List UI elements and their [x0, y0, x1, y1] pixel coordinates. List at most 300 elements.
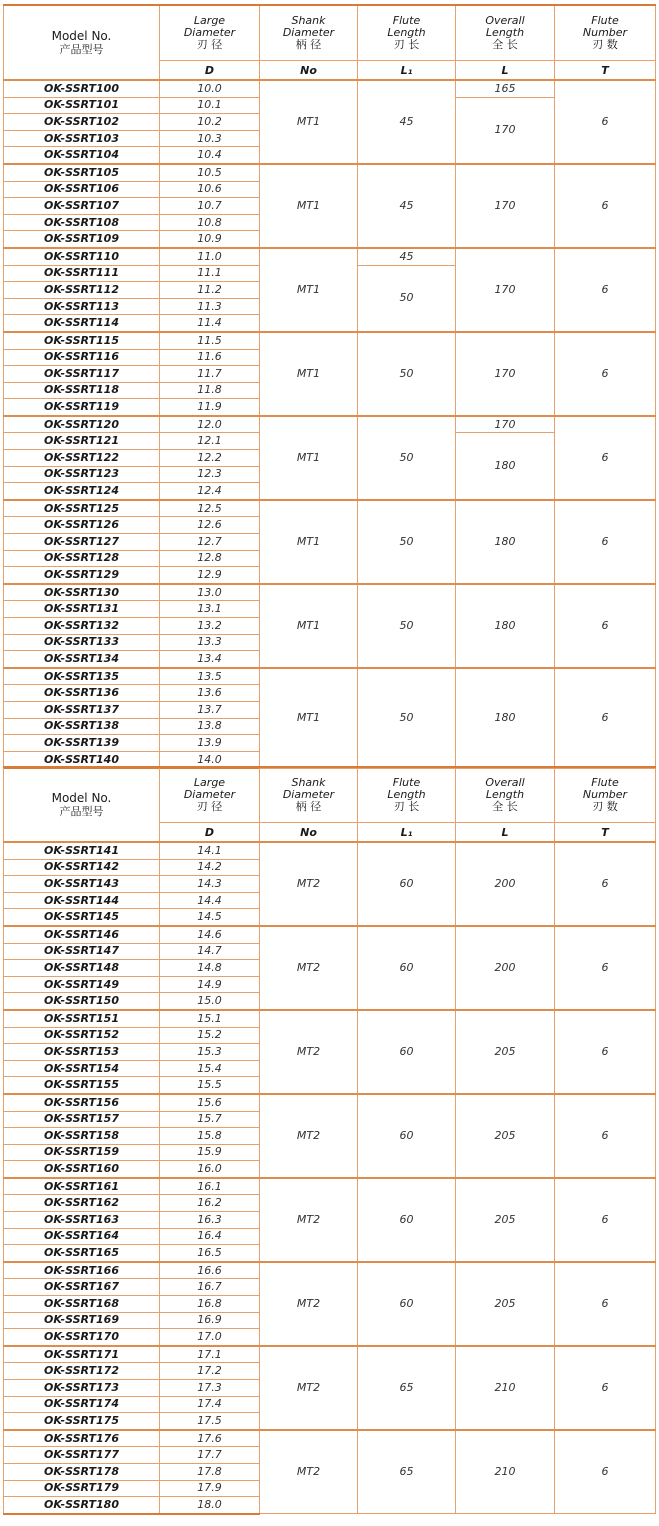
model-number-cell: OK-SSRT159: [4, 1144, 160, 1161]
large-diameter-cell: 13.5: [160, 668, 260, 685]
table-row: [4, 80, 656, 97]
flute-number-cell: 6: [555, 1094, 656, 1178]
model-number-cell: OK-SSRT162: [4, 1195, 160, 1212]
model-number-cell: OK-SSRT177: [4, 1447, 160, 1464]
header-shank-en1: Shank: [291, 776, 326, 789]
header-flute-length: [358, 5, 456, 61]
flute-number-cell: 6: [555, 926, 656, 1010]
model-number-cell: OK-SSRT148: [4, 960, 160, 977]
shank-diameter-cell: MT2: [260, 926, 358, 1010]
large-diameter-cell: 15.5: [160, 1077, 260, 1094]
header-overall-cn: 全 长: [492, 38, 518, 51]
large-diameter-cell: 14.2: [160, 859, 260, 876]
large-diameter-cell: 10.4: [160, 147, 260, 164]
header-flute-length-en1: Flute: [392, 14, 421, 27]
model-number-cell: OK-SSRT161: [4, 1178, 160, 1195]
header-large-diameter-en1: Large: [193, 776, 226, 789]
model-number-cell: OK-SSRT144: [4, 892, 160, 909]
header-model: [4, 767, 160, 842]
overall-length-cell: 170: [456, 248, 555, 332]
large-diameter-cell: 17.3: [160, 1380, 260, 1397]
header-shank-diameter: [260, 767, 358, 823]
table-row: [4, 842, 656, 859]
header-model: [4, 5, 160, 80]
header-overall-length: [456, 767, 555, 823]
large-diameter-cell: 11.7: [160, 366, 260, 383]
model-number-cell: OK-SSRT110: [4, 248, 160, 265]
header-flute-number-en2: Number: [582, 788, 628, 801]
overall-length-cell: 165: [456, 80, 555, 97]
shank-diameter-cell: MT1: [260, 164, 358, 248]
model-number-cell: OK-SSRT150: [4, 993, 160, 1010]
model-number-cell: OK-SSRT171: [4, 1346, 160, 1363]
large-diameter-cell: 15.8: [160, 1128, 260, 1145]
header-model-cn: 产品型号: [59, 804, 104, 818]
model-number-cell: OK-SSRT158: [4, 1128, 160, 1145]
large-diameter-cell: 14.5: [160, 909, 260, 926]
header-flute-number: [555, 767, 656, 823]
large-diameter-cell: 13.6: [160, 685, 260, 702]
model-number-cell: OK-SSRT121: [4, 433, 160, 450]
large-diameter-cell: 16.0: [160, 1161, 260, 1178]
model-number-cell: OK-SSRT173: [4, 1380, 160, 1397]
model-number-cell: OK-SSRT138: [4, 718, 160, 735]
overall-length-cell: 210: [456, 1346, 555, 1430]
model-number-cell: OK-SSRT115: [4, 332, 160, 349]
header-model-cn: 产品型号: [59, 42, 104, 56]
model-number-cell: OK-SSRT130: [4, 584, 160, 601]
model-number-cell: OK-SSRT133: [4, 634, 160, 651]
flute-length-cell: 60: [358, 842, 456, 926]
model-number-cell: OK-SSRT104: [4, 147, 160, 164]
header-large-diameter-en2: Diameter: [183, 788, 236, 801]
flute-length-cell: 60: [358, 1178, 456, 1262]
model-number-cell: OK-SSRT142: [4, 859, 160, 876]
large-diameter-cell: 12.0: [160, 416, 260, 433]
table-row: [4, 416, 656, 433]
large-diameter-cell: 11.6: [160, 349, 260, 366]
large-diameter-cell: 15.9: [160, 1144, 260, 1161]
header-flute-number-en1: Flute: [591, 14, 619, 27]
overall-length-cell: 210: [456, 1430, 555, 1514]
model-number-cell: OK-SSRT153: [4, 1044, 160, 1061]
flute-number-cell: 6: [555, 1010, 656, 1094]
model-number-cell: OK-SSRT119: [4, 399, 160, 416]
large-diameter-cell: 13.2: [160, 618, 260, 635]
table-row: [4, 248, 656, 265]
large-diameter-cell: 16.6: [160, 1262, 260, 1279]
header-overall-cn: 全 长: [492, 800, 518, 813]
model-number-cell: OK-SSRT137: [4, 701, 160, 718]
model-number-cell: OK-SSRT116: [4, 349, 160, 366]
model-number-cell: OK-SSRT120: [4, 416, 160, 433]
overall-length-cell: 170: [456, 164, 555, 248]
header-flute-length-en2: Length: [387, 26, 426, 39]
flute-length-cell: 60: [358, 1094, 456, 1178]
table-row: [4, 1010, 656, 1027]
flute-number-cell: 6: [555, 1262, 656, 1346]
large-diameter-cell: 16.4: [160, 1228, 260, 1245]
large-diameter-cell: 11.4: [160, 315, 260, 332]
shank-diameter-cell: MT1: [260, 248, 358, 332]
flute-number-cell: 6: [555, 416, 656, 500]
table-row: [4, 500, 656, 517]
model-number-cell: OK-SSRT100: [4, 80, 160, 97]
large-diameter-cell: 12.2: [160, 450, 260, 467]
large-diameter-cell: 12.4: [160, 483, 260, 500]
large-diameter-cell: 13.4: [160, 651, 260, 668]
flute-number-cell: 6: [555, 584, 656, 668]
model-number-cell: OK-SSRT149: [4, 976, 160, 993]
flute-number-cell: 6: [555, 668, 656, 769]
header-model-en: Model No.: [51, 790, 112, 805]
large-diameter-cell: 11.5: [160, 332, 260, 349]
large-diameter-cell: 17.8: [160, 1463, 260, 1480]
large-diameter-cell: 12.9: [160, 567, 260, 584]
model-number-cell: OK-SSRT129: [4, 567, 160, 584]
header-shank-cn: 柄 径: [295, 800, 322, 813]
flute-number-cell: 6: [555, 1178, 656, 1262]
large-diameter-cell: 10.5: [160, 164, 260, 181]
header-shank-diameter: [260, 5, 358, 61]
flute-length-cell: 50: [358, 416, 456, 500]
model-number-cell: OK-SSRT167: [4, 1279, 160, 1296]
model-number-cell: OK-SSRT157: [4, 1111, 160, 1128]
table-row: [4, 1178, 656, 1195]
model-number-cell: OK-SSRT136: [4, 685, 160, 702]
model-number-cell: OK-SSRT101: [4, 97, 160, 114]
header-large-diameter: [160, 767, 260, 823]
model-number-cell: OK-SSRT111: [4, 265, 160, 282]
table-row: [4, 1346, 656, 1363]
large-diameter-cell: 10.1: [160, 97, 260, 114]
model-number-cell: OK-SSRT154: [4, 1060, 160, 1077]
spec-table-2: [3, 766, 656, 1515]
large-diameter-cell: 17.9: [160, 1480, 260, 1497]
header-flute-number-en2: Number: [582, 26, 628, 39]
header-large-diameter: [160, 5, 260, 61]
model-number-cell: OK-SSRT105: [4, 164, 160, 181]
large-diameter-cell: 16.1: [160, 1178, 260, 1195]
large-diameter-cell: 17.6: [160, 1430, 260, 1447]
model-number-cell: OK-SSRT168: [4, 1296, 160, 1313]
flute-number-cell: 6: [555, 1430, 656, 1514]
model-number-cell: OK-SSRT103: [4, 130, 160, 147]
large-diameter-cell: 13.7: [160, 701, 260, 718]
model-number-cell: OK-SSRT180: [4, 1497, 160, 1514]
model-number-cell: OK-SSRT128: [4, 550, 160, 567]
header-overall-length: [456, 5, 555, 61]
shank-diameter-cell: MT2: [260, 1430, 358, 1514]
flute-length-cell: 50: [358, 332, 456, 416]
large-diameter-cell: 18.0: [160, 1497, 260, 1514]
symbol-t: T: [555, 61, 656, 81]
large-diameter-cell: 17.5: [160, 1413, 260, 1430]
large-diameter-cell: 12.8: [160, 550, 260, 567]
flute-length-cell: 60: [358, 1010, 456, 1094]
model-number-cell: OK-SSRT125: [4, 500, 160, 517]
large-diameter-cell: 13.1: [160, 601, 260, 618]
spec-table-1-body: [4, 80, 656, 768]
header-flute-number: [555, 5, 656, 61]
large-diameter-cell: 16.8: [160, 1296, 260, 1313]
table-row: [4, 1430, 656, 1447]
shank-diameter-cell: MT2: [260, 1010, 358, 1094]
large-diameter-cell: 13.9: [160, 735, 260, 752]
model-number-cell: OK-SSRT156: [4, 1094, 160, 1111]
large-diameter-cell: 15.4: [160, 1060, 260, 1077]
shank-diameter-cell: MT1: [260, 416, 358, 500]
flute-length-cell: 50: [358, 265, 456, 332]
large-diameter-cell: 16.2: [160, 1195, 260, 1212]
header-overall-en1: Overall: [485, 14, 525, 27]
model-number-cell: OK-SSRT113: [4, 298, 160, 315]
model-number-cell: OK-SSRT107: [4, 198, 160, 215]
model-number-cell: OK-SSRT163: [4, 1212, 160, 1229]
large-diameter-cell: 11.2: [160, 282, 260, 299]
flute-number-cell: 6: [555, 164, 656, 248]
model-number-cell: OK-SSRT169: [4, 1312, 160, 1329]
large-diameter-cell: 13.3: [160, 634, 260, 651]
shank-diameter-cell: MT2: [260, 842, 358, 926]
symbol-d: D: [160, 823, 260, 843]
model-number-cell: OK-SSRT127: [4, 534, 160, 551]
large-diameter-cell: 14.0: [160, 751, 260, 768]
large-diameter-cell: 11.8: [160, 382, 260, 399]
large-diameter-cell: 17.4: [160, 1396, 260, 1413]
model-number-cell: OK-SSRT179: [4, 1480, 160, 1497]
large-diameter-cell: 14.1: [160, 842, 260, 859]
model-number-cell: OK-SSRT160: [4, 1161, 160, 1178]
header-large-diameter-en1: Large: [193, 14, 226, 27]
large-diameter-cell: 15.1: [160, 1010, 260, 1027]
large-diameter-cell: 13.8: [160, 718, 260, 735]
large-diameter-cell: 14.3: [160, 876, 260, 893]
flute-length-cell: 45: [358, 248, 456, 265]
symbol-d: D: [160, 61, 260, 81]
large-diameter-cell: 14.6: [160, 926, 260, 943]
model-number-cell: OK-SSRT147: [4, 943, 160, 960]
large-diameter-cell: 10.3: [160, 130, 260, 147]
model-number-cell: OK-SSRT132: [4, 618, 160, 635]
large-diameter-cell: 10.6: [160, 181, 260, 198]
symbol-no: No: [260, 61, 358, 81]
model-number-cell: OK-SSRT118: [4, 382, 160, 399]
flute-number-cell: 6: [555, 80, 656, 164]
flute-length-cell: 50: [358, 584, 456, 668]
flute-number-cell: 6: [555, 842, 656, 926]
model-number-cell: OK-SSRT155: [4, 1077, 160, 1094]
large-diameter-cell: 16.3: [160, 1212, 260, 1229]
header-shank-en1: Shank: [291, 14, 326, 27]
large-diameter-cell: 11.3: [160, 298, 260, 315]
header-model-en: Model No.: [51, 28, 112, 43]
flute-length-cell: 50: [358, 668, 456, 769]
header-flute-number-cn: 刃 数: [592, 38, 618, 51]
header-overall-en2: Length: [485, 788, 525, 801]
large-diameter-cell: 17.1: [160, 1346, 260, 1363]
header-large-diameter-cn: 刃 径: [196, 800, 223, 813]
model-number-cell: OK-SSRT124: [4, 483, 160, 500]
model-number-cell: OK-SSRT170: [4, 1329, 160, 1346]
large-diameter-cell: 11.0: [160, 248, 260, 265]
table-row: [4, 584, 656, 601]
large-diameter-cell: 16.9: [160, 1312, 260, 1329]
large-diameter-cell: 17.0: [160, 1329, 260, 1346]
large-diameter-cell: 15.0: [160, 993, 260, 1010]
header-flute-length: [358, 767, 456, 823]
spec-table-2-body: [4, 842, 656, 1514]
overall-length-cell: 205: [456, 1094, 555, 1178]
flute-number-cell: 6: [555, 1346, 656, 1430]
symbol-t: T: [555, 823, 656, 843]
overall-length-cell: 200: [456, 842, 555, 926]
shank-diameter-cell: MT2: [260, 1094, 358, 1178]
model-number-cell: OK-SSRT122: [4, 450, 160, 467]
flute-length-cell: 60: [358, 1262, 456, 1346]
model-number-cell: OK-SSRT146: [4, 926, 160, 943]
large-diameter-cell: 10.2: [160, 114, 260, 131]
symbol-l: L: [456, 61, 555, 81]
table-row: [4, 1094, 656, 1111]
model-number-cell: OK-SSRT176: [4, 1430, 160, 1447]
model-number-cell: OK-SSRT108: [4, 214, 160, 231]
large-diameter-cell: 13.0: [160, 584, 260, 601]
large-diameter-cell: 12.5: [160, 500, 260, 517]
model-number-cell: OK-SSRT165: [4, 1245, 160, 1262]
large-diameter-cell: 15.3: [160, 1044, 260, 1061]
overall-length-cell: 200: [456, 926, 555, 1010]
header-shank-en2: Diameter: [282, 26, 335, 39]
model-number-cell: OK-SSRT141: [4, 842, 160, 859]
large-diameter-cell: 14.7: [160, 943, 260, 960]
shank-diameter-cell: MT1: [260, 584, 358, 668]
table-row: [4, 668, 656, 685]
spec-table-1: [3, 4, 656, 769]
header-flute-length-cn: 刃 长: [393, 800, 420, 813]
model-number-cell: OK-SSRT123: [4, 466, 160, 483]
table-row: [4, 926, 656, 943]
large-diameter-cell: 14.8: [160, 960, 260, 977]
header-flute-number-cn: 刃 数: [592, 800, 618, 813]
header-overall-en2: Length: [485, 26, 525, 39]
model-number-cell: OK-SSRT151: [4, 1010, 160, 1027]
model-number-cell: OK-SSRT174: [4, 1396, 160, 1413]
flute-number-cell: 6: [555, 248, 656, 332]
model-number-cell: OK-SSRT135: [4, 668, 160, 685]
symbol-l1: L₁: [358, 823, 456, 843]
large-diameter-cell: 10.7: [160, 198, 260, 215]
model-number-cell: OK-SSRT178: [4, 1463, 160, 1480]
large-diameter-cell: 14.4: [160, 892, 260, 909]
overall-length-cell: 205: [456, 1010, 555, 1094]
shank-diameter-cell: MT2: [260, 1178, 358, 1262]
large-diameter-cell: 15.2: [160, 1027, 260, 1044]
large-diameter-cell: 16.7: [160, 1279, 260, 1296]
table-row: [4, 164, 656, 181]
overall-length-cell: 170: [456, 97, 555, 164]
symbol-no: No: [260, 823, 358, 843]
flute-length-cell: 65: [358, 1430, 456, 1514]
table-row: [4, 1262, 656, 1279]
model-number-cell: OK-SSRT109: [4, 231, 160, 248]
model-number-cell: OK-SSRT117: [4, 366, 160, 383]
model-number-cell: OK-SSRT140: [4, 751, 160, 768]
header-shank-en2: Diameter: [282, 788, 335, 801]
large-diameter-cell: 10.9: [160, 231, 260, 248]
large-diameter-cell: 12.3: [160, 466, 260, 483]
model-number-cell: OK-SSRT166: [4, 1262, 160, 1279]
overall-length-cell: 205: [456, 1178, 555, 1262]
model-number-cell: OK-SSRT102: [4, 114, 160, 131]
shank-diameter-cell: MT1: [260, 500, 358, 584]
overall-length-cell: 170: [456, 416, 555, 433]
model-number-cell: OK-SSRT164: [4, 1228, 160, 1245]
symbol-l: L: [456, 823, 555, 843]
model-number-cell: OK-SSRT131: [4, 601, 160, 618]
shank-diameter-cell: MT1: [260, 668, 358, 769]
flute-length-cell: 65: [358, 1346, 456, 1430]
overall-length-cell: 180: [456, 433, 555, 500]
header-flute-length-en1: Flute: [392, 776, 421, 789]
header-shank-cn: 柄 径: [295, 38, 322, 51]
model-number-cell: OK-SSRT106: [4, 181, 160, 198]
header-flute-number-en1: Flute: [591, 776, 619, 789]
model-number-cell: OK-SSRT126: [4, 517, 160, 534]
table-row: [4, 332, 656, 349]
shank-diameter-cell: MT2: [260, 1262, 358, 1346]
flute-number-cell: 6: [555, 500, 656, 584]
header-flute-length-cn: 刃 长: [393, 38, 420, 51]
overall-length-cell: 180: [456, 500, 555, 584]
large-diameter-cell: 12.7: [160, 534, 260, 551]
model-number-cell: OK-SSRT114: [4, 315, 160, 332]
overall-length-cell: 170: [456, 332, 555, 416]
model-number-cell: OK-SSRT145: [4, 909, 160, 926]
model-number-cell: OK-SSRT112: [4, 282, 160, 299]
large-diameter-cell: 11.9: [160, 399, 260, 416]
large-diameter-cell: 16.5: [160, 1245, 260, 1262]
overall-length-cell: 180: [456, 668, 555, 769]
flute-length-cell: 50: [358, 500, 456, 584]
header-overall-en1: Overall: [485, 776, 525, 789]
model-number-cell: OK-SSRT175: [4, 1413, 160, 1430]
shank-diameter-cell: MT1: [260, 80, 358, 164]
large-diameter-cell: 12.1: [160, 433, 260, 450]
header-flute-length-en2: Length: [387, 788, 426, 801]
header-large-diameter-en2: Diameter: [183, 26, 236, 39]
large-diameter-cell: 11.1: [160, 265, 260, 282]
flute-number-cell: 6: [555, 332, 656, 416]
model-number-cell: OK-SSRT152: [4, 1027, 160, 1044]
large-diameter-cell: 14.9: [160, 976, 260, 993]
model-number-cell: OK-SSRT134: [4, 651, 160, 668]
shank-diameter-cell: MT2: [260, 1346, 358, 1430]
model-number-cell: OK-SSRT139: [4, 735, 160, 752]
header-large-diameter-cn: 刃 径: [196, 38, 223, 51]
symbol-l1: L₁: [358, 61, 456, 81]
large-diameter-cell: 15.6: [160, 1094, 260, 1111]
large-diameter-cell: 10.0: [160, 80, 260, 97]
large-diameter-cell: 10.8: [160, 214, 260, 231]
model-number-cell: OK-SSRT172: [4, 1363, 160, 1380]
overall-length-cell: 205: [456, 1262, 555, 1346]
large-diameter-cell: 17.2: [160, 1363, 260, 1380]
overall-length-cell: 180: [456, 584, 555, 668]
flute-length-cell: 45: [358, 80, 456, 164]
large-diameter-cell: 15.7: [160, 1111, 260, 1128]
flute-length-cell: 60: [358, 926, 456, 1010]
